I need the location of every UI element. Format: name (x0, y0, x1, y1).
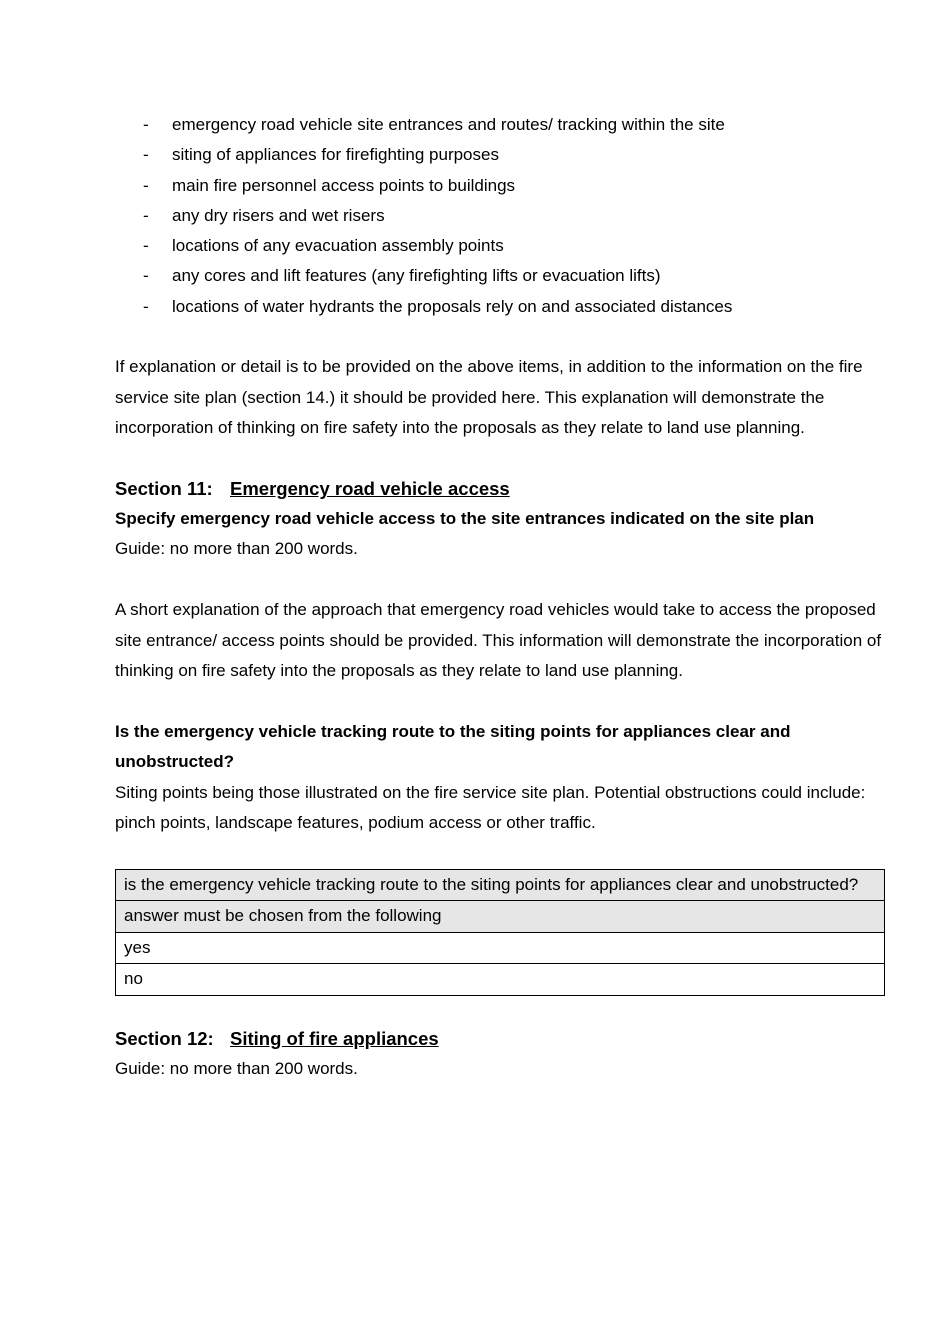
table-row (116, 901, 885, 932)
list-item: - main fire personnel access points to buildings (115, 171, 885, 201)
list-item: - any cores and lift features (any firefighting lifts or evacuation lifts) (115, 261, 885, 291)
list-item: - locations of water hydrants the proposals rely on and associated distances (115, 292, 885, 322)
section-11-explanation: A short explanation of the approach that emergency road vehicles would take to access the proposed site entrance/ access points should be provided. This information will demonstrate the incorporation of thinking on fire safety into the proposals as they relate to land use planning. (115, 600, 882, 681)
bullet-dash: - (143, 145, 149, 165)
requirements-list (115, 110, 885, 322)
list-item: - any dry risers and wet risers (115, 201, 885, 231)
spacer (115, 839, 885, 869)
list-item: - siting of appliances for firefighting purposes (115, 140, 885, 170)
spacer (115, 444, 885, 474)
document-page (115, 110, 885, 1084)
answer-table (115, 869, 885, 996)
list-item: - locations of any evacuation assembly points (115, 231, 885, 261)
section-11-question: Specify emergency road vehicle access to the site entrances indicated on the site plan (115, 509, 815, 529)
option-yes[interactable]: yes (116, 932, 885, 963)
table-instruction-cell: answer must be chosen from the following (116, 901, 885, 932)
section-12-number: Section 12: (115, 1027, 214, 1049)
tracking-question: Is the emergency vehicle tracking route to the siting points for appliances clear and unobstructed? (115, 721, 791, 772)
tracking-note: Siting points being those illustrated on the fire service site plan. Potential obstructions could include: pinch points, landscape features, podium access or other traffic. (115, 782, 866, 833)
bullet-dash: - (143, 175, 149, 195)
bullet-dash: - (143, 266, 149, 286)
section-11-title: Emergency road vehicle access (230, 478, 510, 500)
bullet-dash: - (143, 236, 149, 256)
list-item: - emergency road vehicle site entrances and routes/ tracking within the site (115, 110, 885, 140)
spacer (115, 996, 885, 1024)
bullet-dash: - (143, 205, 149, 225)
section-11-heading (115, 474, 885, 504)
spacer (115, 687, 885, 717)
spacer (115, 565, 885, 595)
section-12-title: Siting of fire appliances (230, 1027, 439, 1049)
table-row (116, 932, 885, 963)
section-11-guide: Guide: no more than 200 words. (115, 539, 358, 559)
section-11-number: Section 11: (115, 478, 213, 500)
intro-paragraph: If explanation or detail is to be provided on the above items, in addition to the information on the fire service site plan (section 14.) it should be provided here. This explanation will demonstrate the incorporation of thinking on fire safety into the proposals as they relate to land use planning. (115, 357, 863, 438)
section-12-heading (115, 1024, 885, 1054)
bullet-dash: - (143, 296, 149, 316)
option-no[interactable]: no (116, 964, 885, 995)
table-header-cell: is the emergency vehicle tracking route to the siting points for appliances clear and unobstructed? (116, 869, 885, 900)
table-row (116, 964, 885, 995)
section-12-guide: Guide: no more than 200 words. (115, 1058, 358, 1078)
table-row (116, 869, 885, 900)
bullet-dash: - (143, 115, 149, 134)
spacer (115, 322, 885, 352)
